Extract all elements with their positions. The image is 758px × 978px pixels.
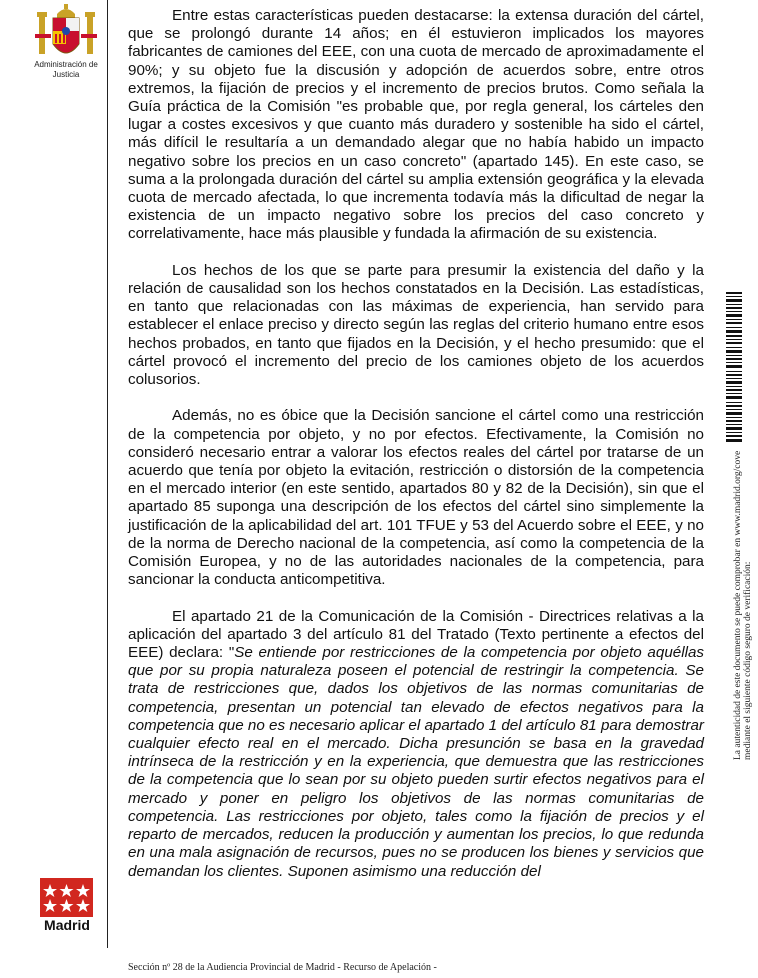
institution-label: Administración de Justicia	[34, 60, 98, 79]
region-label: Madrid	[44, 917, 90, 933]
verification-note-line1: La autenticidad de este documento se puede comprobar en www.madrid.org/cove	[733, 450, 743, 760]
quote-intro: El apartado 21 de la Comunicación de la Comisión - Directrices relativas a la aplicación del apartado 3 del artículo 81 del Tratado (Texto pertinente a efectos del EEE) declara: "	[128, 607, 704, 662]
spanish-coat-of-arms-icon	[33, 4, 99, 62]
page-footer: Sección nº 28 de la Audiencia Provincial de Madrid - Recurso de Apelación -	[128, 962, 437, 973]
left-margin-rule	[107, 0, 108, 948]
paragraph: Entre estas características pueden destacarse: la extensa duración del cártel, que se prolongó durante 14 años; en él estuvieron implicados los mayores fabricantes de camiones del EEE, con una cuota de mercado de aproximadamente el 90%; y su objeto fue la discusión y adopción de acuerdos sobre, entre otros extremos, la fijación de precios y el incremento de precios brutos. Como señala la Guía práctica de la Comisión "es probable que, por regla general, los cárteles den lugar a costes excesivos y que cuanto más duradero y sostenible ha sido el cártel, más difícil le resultaría a un demandado alegar que no había habido un impacto negativo sobre los precios en un caso concreto" (apartado 145). En este caso, se suma a la prolongada duración del cártel su amplia extensión geográfica y la elevada cuota de mercado afectada, lo que incrementa todavía más la dificultad de negar la existencia de un impacto negativo sobre los precios del caso concreto y correlativamente, hace más plausible y fundada la afirmación de su existencia.	[128, 7, 704, 243]
paragraph: Los hechos de los que se parte para presumir la existencia del daño y la relación de causalidad son los hechos constatados en la Decisión. Las estadísticas, en tanto que relacionadas con las máximas de experiencia, han servido para establecer el enlace preciso y directo según las reglas del criterio humano entre esos hechos probados, en tanto que fijados en la Decisión, y el hecho presumido: que el cártel provocó el incremento del precio de los camiones objeto de los acuerdos colusorios.	[128, 261, 704, 389]
quoted-paragraph	[128, 608, 704, 881]
paragraph: Además, no es óbice que la Decisión sancione el cártel como una restricción de la competencia por objeto, y no por efectos. Efectivamente, la Comisión no consideró necesario entrar a valorar los efectos reales del cártel por tratarse de un acuerdo que tenía por objeto la evitación, restricción o distorsión de la competencia en el mercado interior (en este sentido, apartados 80 y 82 de la Decisión), sin que el apartado 85 suponga una descripción de los efectos del cártel sino simplemente la justificación de la aplicabilidad del art. 101 TFUE y 53 del Acuerdo sobre el EEE, y no de la norma de Derecho nacional de la competencia, así como la competencia de la Comisión Europea, y no de las autoridades nacionales de la competencia, para sancionar la conducta anticompetitiva.	[128, 407, 704, 589]
document-body	[128, 7, 704, 899]
madrid-stars-flag-icon	[40, 878, 93, 917]
barcode-icon	[726, 292, 742, 442]
quote-text: Se entiende por restricciones de la competencia por objeto aquéllas que por su propia naturaleza poseen el potencial de restringir la competencia. Se trata de restricciones que, dados los objetivos de las normas comunitarias de competencia, presentan un potencial tan elevado de efectos negativos para la competencia que no es necesario aplicar el apartado 1 del artículo 81 para demostrar cualquier efecto real en el mercado. Dicha presunción se basa en la gravedad intrínseca de la restricción y en la experiencia, que demuestra que las restricciones de la competencia que lo sean por su objeto pueden surtir efectos negativos para el mercado y poner en peligro los objetivos de las normas comunitarias de competencia. Las restricciones por objeto, tales como la fijación de precios y el reparto de mercados, reducen la producción y aumentan los precios, lo que redunda en una mala asignación de recursos, pues no se producen los bienes y servicios que demandan los clientes. Suponen asimismo una reducción del	[128, 644, 704, 880]
verification-note-line2: mediante el siguiente código seguro de verificación:	[743, 561, 753, 760]
